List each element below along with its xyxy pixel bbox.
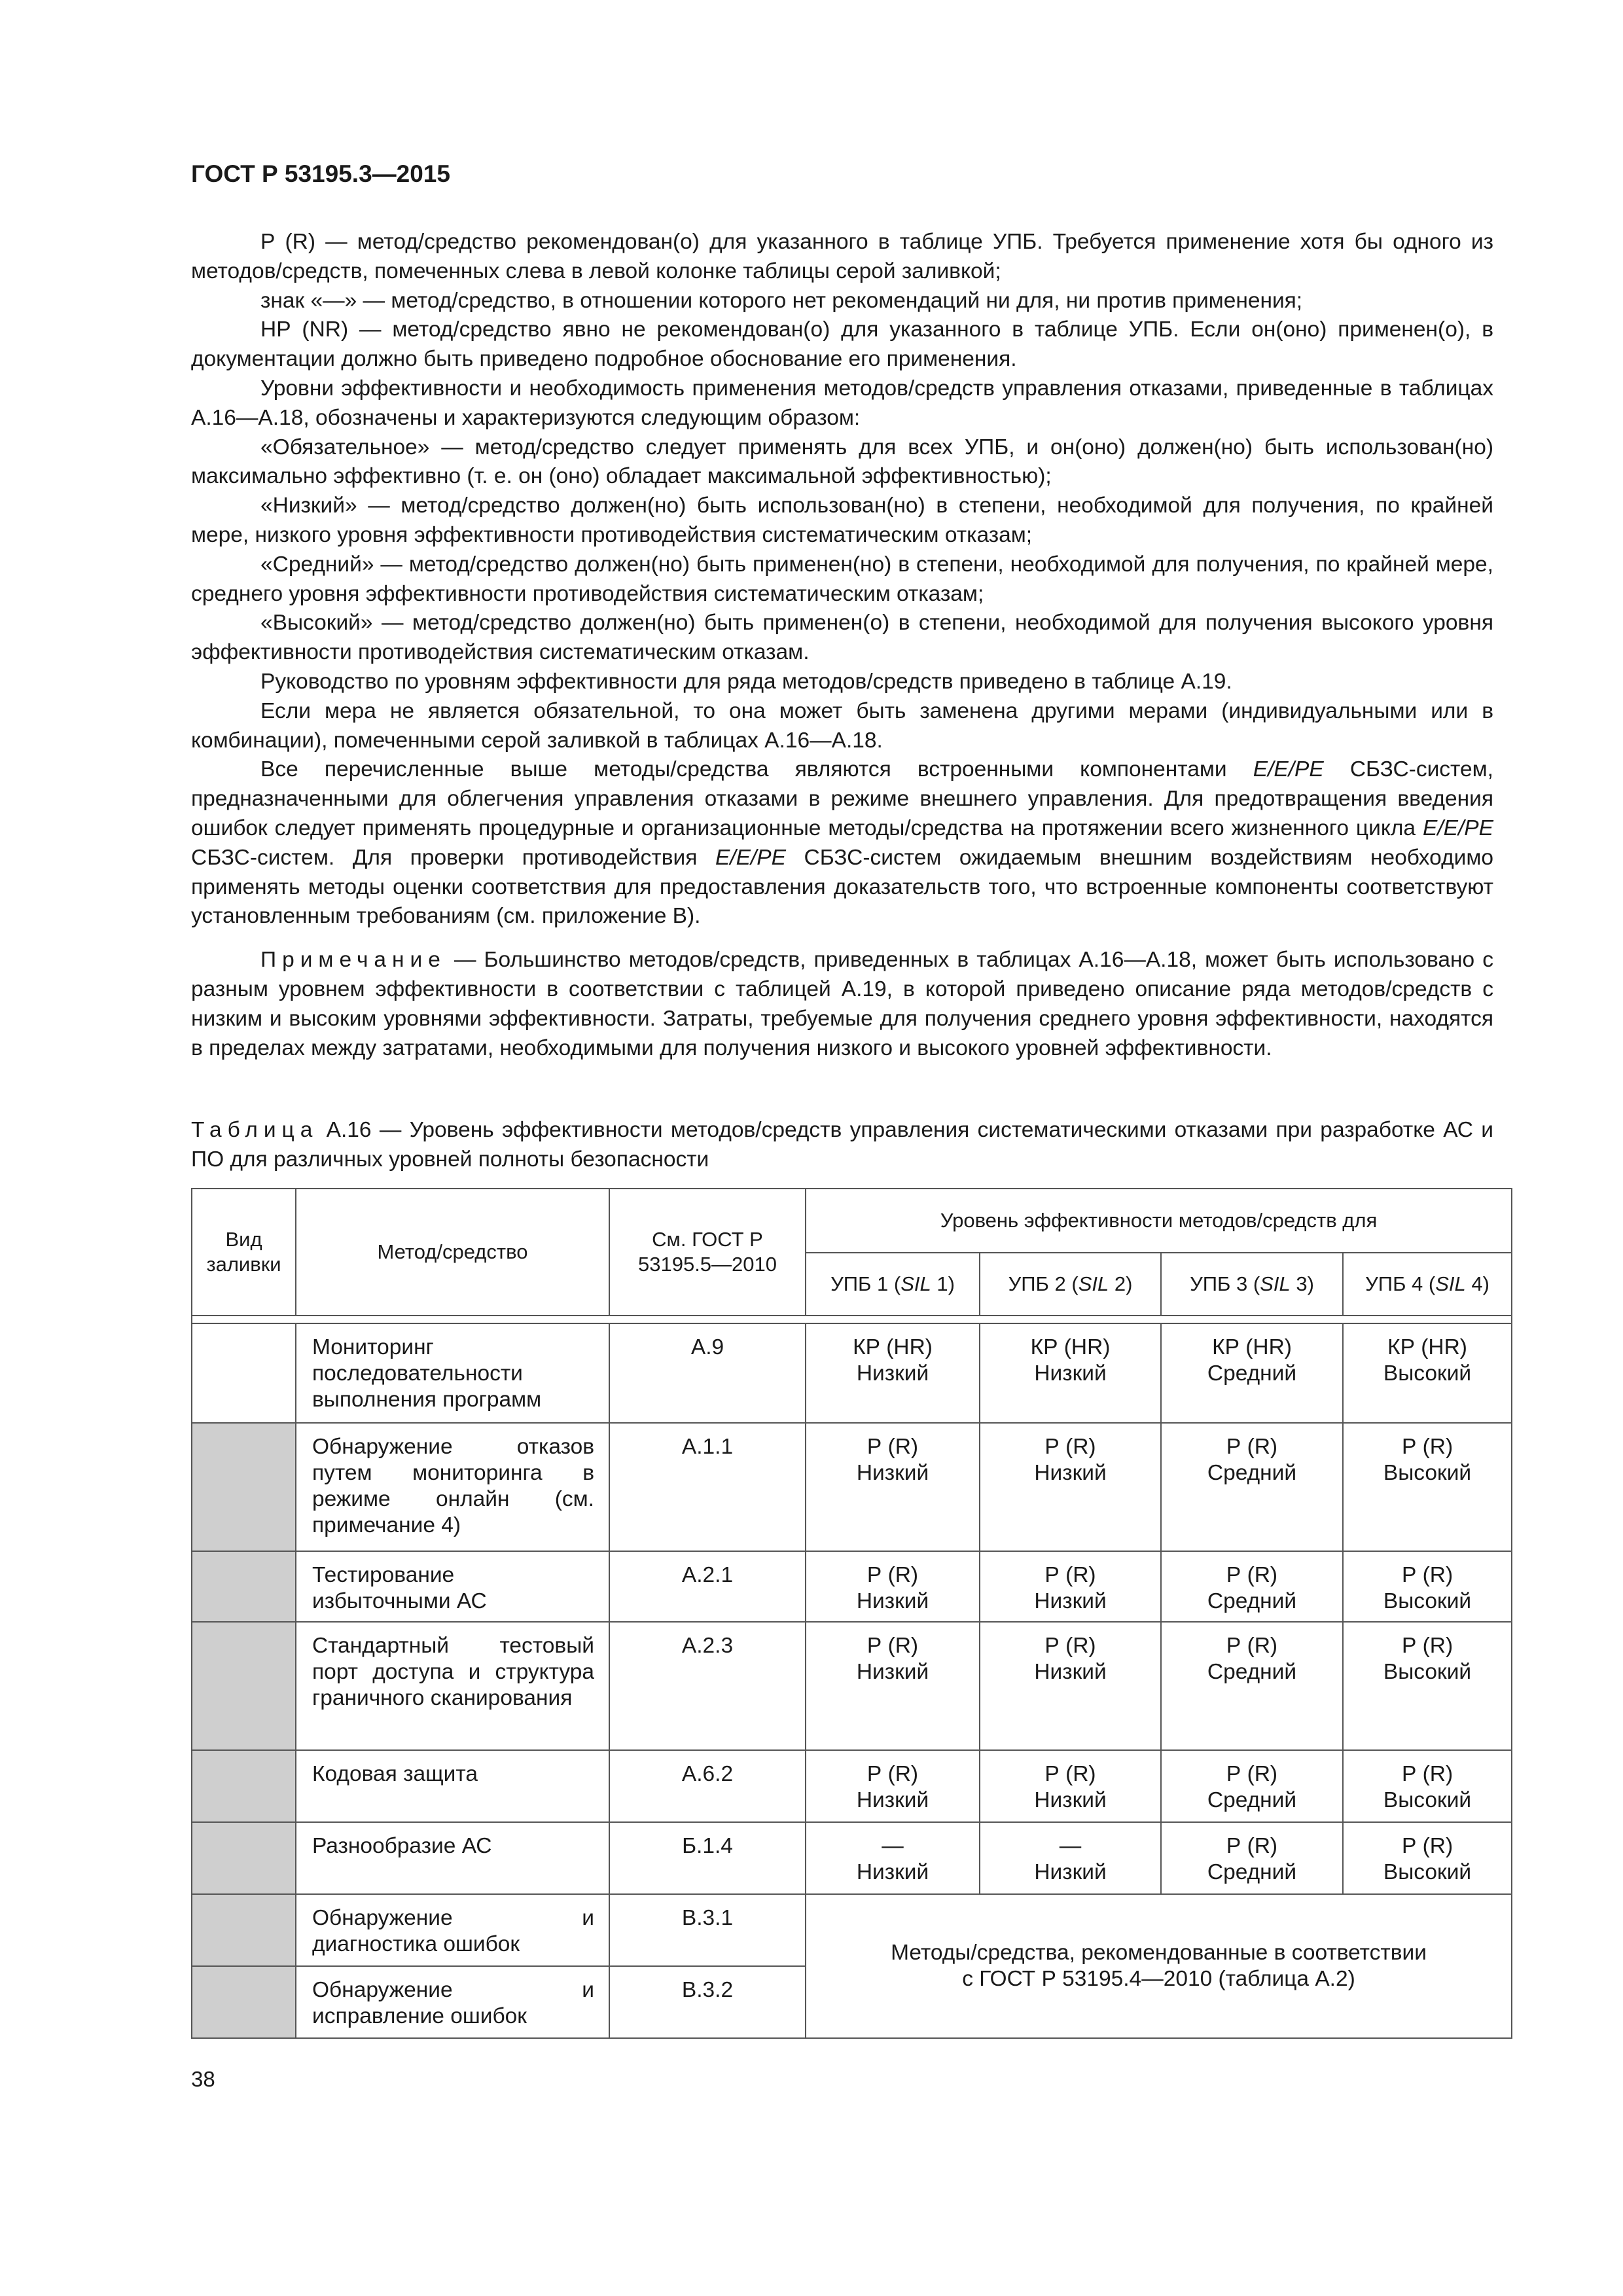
level-cell: Р (R) Низкий xyxy=(980,1622,1161,1750)
level-cell: Р (R) Низкий xyxy=(806,1423,980,1551)
level-cell: Р (R) Низкий xyxy=(806,1622,980,1750)
level-cell: КР (HR) Средний xyxy=(1161,1323,1343,1423)
header-level-group: Уровень эффективности методов/средств для xyxy=(806,1189,1512,1253)
document-header: ГОСТ Р 53195.3—2015 xyxy=(191,160,450,187)
level-cell: Р (R) Высокий xyxy=(1343,1622,1512,1750)
paragraph: «Обязательное» — метод/средство следует применять для всех УПБ, и он(оно) должен(но) быть использован(но) максимально эффективно (т. е. он (оно) обладает максимальной эффективностью); xyxy=(191,435,1493,489)
level-cell: КР (HR) Низкий xyxy=(980,1323,1161,1423)
paragraph: знак «—» — метод/средство, в отношении которого нет рекомендаций ни для, ни против применения; xyxy=(260,288,1303,313)
ref-cell: А.2.3 xyxy=(609,1622,806,1750)
method-cell: Обнаружение отказов путем мониторинга в режиме онлайн (см. примечание 4) xyxy=(296,1423,609,1551)
note-text: — Большинство методов/средств, приведенных в таблицах А.16—А.18, может быть использовано с разным уровнем эффективности в соответствии с таблицей А.19, в которой приведено описание ряда методов/средств с низким и высоким уровнями эффективности. Затраты, требуемые для получения среднего уровня эффективности, находятся в пределах между затратами, необходимыми для получения низкого и высокого уровней эффективности. xyxy=(191,948,1493,1060)
ref-cell: А.6.2 xyxy=(609,1750,806,1822)
table-row xyxy=(192,1551,1512,1622)
level-cell: Р (R) Высокий xyxy=(1343,1423,1512,1551)
level-cell: Р (R) Низкий xyxy=(806,1750,980,1822)
level-cell: — Низкий xyxy=(980,1822,1161,1894)
note xyxy=(191,946,1493,1063)
level-cell: Р (R) Средний xyxy=(1161,1423,1343,1551)
table-row xyxy=(192,1622,1512,1750)
method-cell: Кодовая защита xyxy=(296,1750,609,1822)
ref-cell: В.3.2 xyxy=(609,1966,806,2038)
level-cell: Р (R) Высокий xyxy=(1343,1551,1512,1622)
ref-cell: Б.1.4 xyxy=(609,1822,806,1894)
merged-note-cell: Методы/средства, рекомендованные в соответствии с ГОСТ Р 53195.4—2010 (таблица А.2) xyxy=(806,1894,1512,2038)
level-cell: Р (R) Средний xyxy=(1161,1551,1343,1622)
header-sil-1: УПБ 1 (SIL 1) xyxy=(806,1253,980,1316)
fill-cell-gray xyxy=(192,1551,296,1622)
paragraph: Если мера не является обязательной, то она может быть заменена другими мерами (индивидуальными или в комбинации), помеченными серой заливкой в таблицах А.16—А.18. xyxy=(191,698,1493,753)
ref-cell: А.1.1 xyxy=(609,1423,806,1551)
paragraph: «Высокий» — метод/средство должен(но) быть применен(о) в степени, необходимой для получения высокого уровня эффективности противодействия систематическим отказам. xyxy=(191,611,1493,665)
header-sil-2: УПБ 2 (SIL 2) xyxy=(980,1253,1161,1316)
paragraph: НР (NR) — метод/средство явно не рекомендован(о) для указанного в таблице УПБ. Если он(оно) применен(о), в документации должно быть приведено подробное обоснование его применения. xyxy=(191,317,1493,372)
fill-cell-gray xyxy=(192,1423,296,1551)
level-cell: Р (R) Средний xyxy=(1161,1822,1343,1894)
method-cell: Обнаружение и исправление ошибок xyxy=(296,1966,609,2038)
method-cell: Разнообразие АС xyxy=(296,1822,609,1894)
header-sil-4: УПБ 4 (SIL 4) xyxy=(1343,1253,1512,1316)
paragraph: «Средний» — метод/средство должен(но) быть применен(но) в степени, необходимой для получения, по крайней мере, среднего уровня эффективности противодействия систематическим отказам; xyxy=(191,552,1493,606)
fill-cell-gray xyxy=(192,1622,296,1750)
ref-cell: А.9 xyxy=(609,1323,806,1423)
header-sil-3: УПБ 3 (SIL 3) xyxy=(1161,1253,1343,1316)
table-row xyxy=(192,1323,1512,1423)
method-cell: Тестирование избыточными АС xyxy=(296,1551,609,1622)
ref-cell: В.3.1 xyxy=(609,1894,806,1966)
paragraph: Руководство по уровням эффективности для ряда методов/средств приведено в таблице А.19. xyxy=(260,669,1232,694)
fill-cell-gray xyxy=(192,1894,296,1966)
method-cell: Стандартный тестовый порт доступа и структура граничного сканирования xyxy=(296,1622,609,1750)
fill-cell xyxy=(192,1323,296,1423)
level-cell: Р (R) Низкий xyxy=(980,1423,1161,1551)
table-row xyxy=(192,1750,1512,1822)
body-text xyxy=(191,228,1493,1063)
table-row xyxy=(192,1423,1512,1551)
level-cell: Р (R) Низкий xyxy=(806,1551,980,1622)
page-number: 38 xyxy=(191,2067,215,2091)
table-caption: Таблица А.16 — Уровень эффективности методов/средств управления систематическими отказами при разработке АС и ПО для различных уровней полноты безопасности xyxy=(191,1118,1493,1172)
header-method: Метод/средство xyxy=(296,1189,609,1316)
fill-cell-gray xyxy=(192,1822,296,1894)
level-cell: Р (R) Низкий xyxy=(980,1750,1161,1822)
header-ref: См. ГОСТ Р 53195.5—2010 xyxy=(609,1189,806,1316)
method-cell: Мониторинг последовательности выполнения программ xyxy=(296,1323,609,1423)
level-cell: КР (HR) Низкий xyxy=(806,1323,980,1423)
paragraph: Р (R) — метод/средство рекомендован(о) для указанного в таблице УПБ. Требуется применение хотя бы одного из методов/средств, помеченных слева в левой колонке таблицы серой заливкой; xyxy=(191,230,1493,283)
level-cell: Р (R) Высокий xyxy=(1343,1750,1512,1822)
table-row xyxy=(192,1822,1512,1894)
level-cell: Р (R) Средний xyxy=(1161,1750,1343,1822)
fill-cell-gray xyxy=(192,1750,296,1822)
level-cell: Р (R) Высокий xyxy=(1343,1822,1512,1894)
table-row xyxy=(192,1894,1512,1966)
level-cell: КР (HR) Высокий xyxy=(1343,1323,1512,1423)
header-fill-type: Вид заливки xyxy=(192,1189,296,1316)
paragraph: Уровни эффективности и необходимость применения методов/средств управления отказами, приведенные в таблицах А.16—А.18, обозначены и характеризуются следующим образом: xyxy=(191,376,1493,430)
paragraph: Все перечисленные выше методы/средства являются встроенными компонентами Е/Е/РЕ СБЗС-систем, предназначенными для облегчения управления отказами в режиме внешнего управления. Для предотвращения введения ошибок следует применять процедурные и организационные методы/средства на протяжении всего жизненного цикла Е/Е/РЕ СБЗС-систем. Для проверки противодействия Е/Е/РЕ СБЗС-систем ожидаемым внешним воздействиям необходимо применять методы оценки соответствия для предоставления доказательств того, что встроенные компоненты соответствуют установленным требованиям (см. приложение В). xyxy=(191,757,1493,929)
level-cell: Р (R) Низкий xyxy=(980,1551,1161,1622)
level-cell: — Низкий xyxy=(806,1822,980,1894)
header-separator xyxy=(192,1316,1512,1323)
note-label: Примечание xyxy=(260,948,446,973)
paragraph: «Низкий» — метод/средство должен(но) быть использован(но) в степени, необходимой для получения, по крайней мере, низкого уровня эффективности противодействия систематическим отказам; xyxy=(191,493,1493,547)
level-cell: Р (R) Средний xyxy=(1161,1622,1343,1750)
effectiveness-table xyxy=(191,1188,1512,2039)
method-cell: Обнаружение и диагностика ошибок xyxy=(296,1894,609,1966)
ref-cell: А.2.1 xyxy=(609,1551,806,1622)
fill-cell-gray xyxy=(192,1966,296,2038)
